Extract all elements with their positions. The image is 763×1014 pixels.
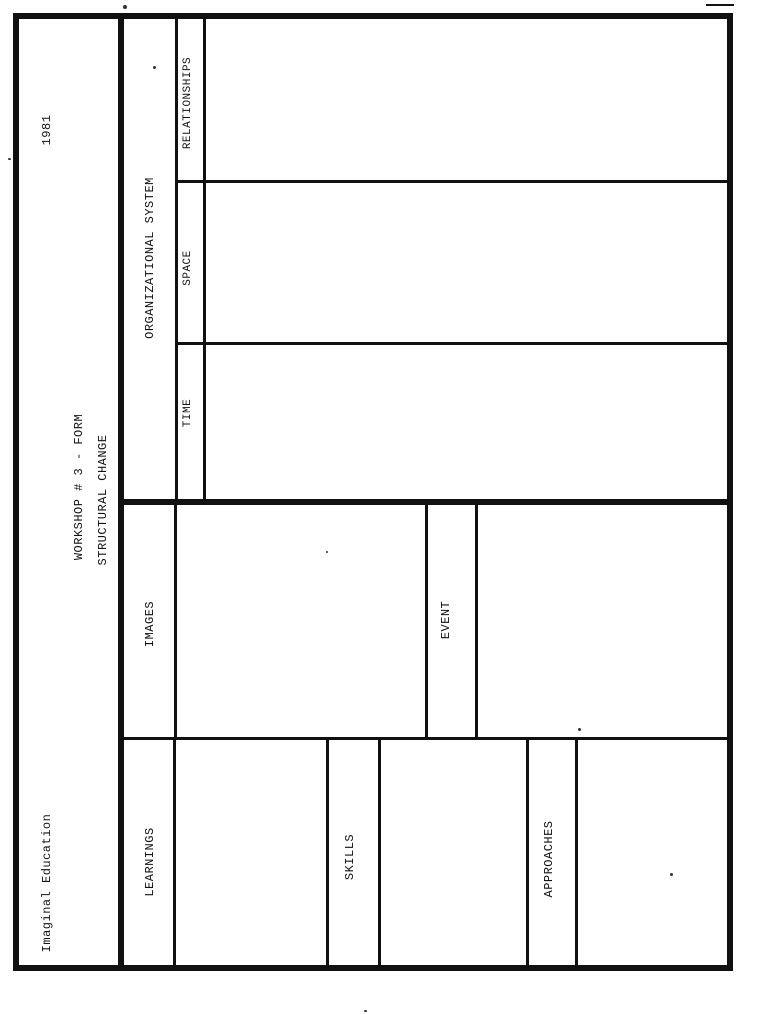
header-column-rule (118, 19, 124, 971)
scan-speck (670, 873, 673, 876)
org-system-label: ORGANIZATIONAL SYSTEM (143, 177, 157, 339)
learnings-label: LEARNINGS (143, 827, 157, 897)
scan-speck (578, 728, 581, 731)
year-label: 1981 (40, 114, 54, 146)
skills-right-rule (378, 740, 381, 971)
top-dot (123, 5, 127, 9)
scan-speck (326, 551, 328, 553)
workshop-title: WORKSHOP # 3 - FORM (72, 413, 86, 561)
scan-speck (153, 66, 156, 69)
org-system-row-rule-1 (175, 180, 727, 183)
organization-name: Imaginal Education (40, 813, 54, 953)
learnings-divider (118, 737, 727, 740)
scan-speck (8, 158, 11, 160)
images-label: IMAGES (143, 600, 157, 648)
event-left-rule (425, 505, 428, 738)
org-system-inner-rule-1 (175, 19, 178, 499)
org-system-row-rule-2 (175, 342, 727, 345)
section-divider (118, 499, 727, 505)
images-rule (174, 505, 177, 738)
approaches-left-rule (526, 740, 529, 971)
space-label: SPACE (182, 250, 194, 286)
approaches-label: APPROACHES (542, 820, 556, 898)
event-label: EVENT (439, 600, 453, 640)
subtitle: STRUCTURAL CHANGE (96, 434, 110, 566)
approaches-right-rule (575, 740, 578, 971)
scan-speck (364, 1010, 367, 1012)
skills-label: SKILLS (343, 833, 357, 881)
relationships-label: RELATIONSHIPS (182, 56, 194, 150)
skills-left-rule (326, 740, 329, 971)
time-label: TIME (182, 398, 194, 428)
event-right-rule (475, 505, 478, 738)
org-system-inner-rule-2 (203, 19, 206, 499)
top-scan-mark (706, 4, 734, 6)
learnings-rule (173, 740, 176, 971)
